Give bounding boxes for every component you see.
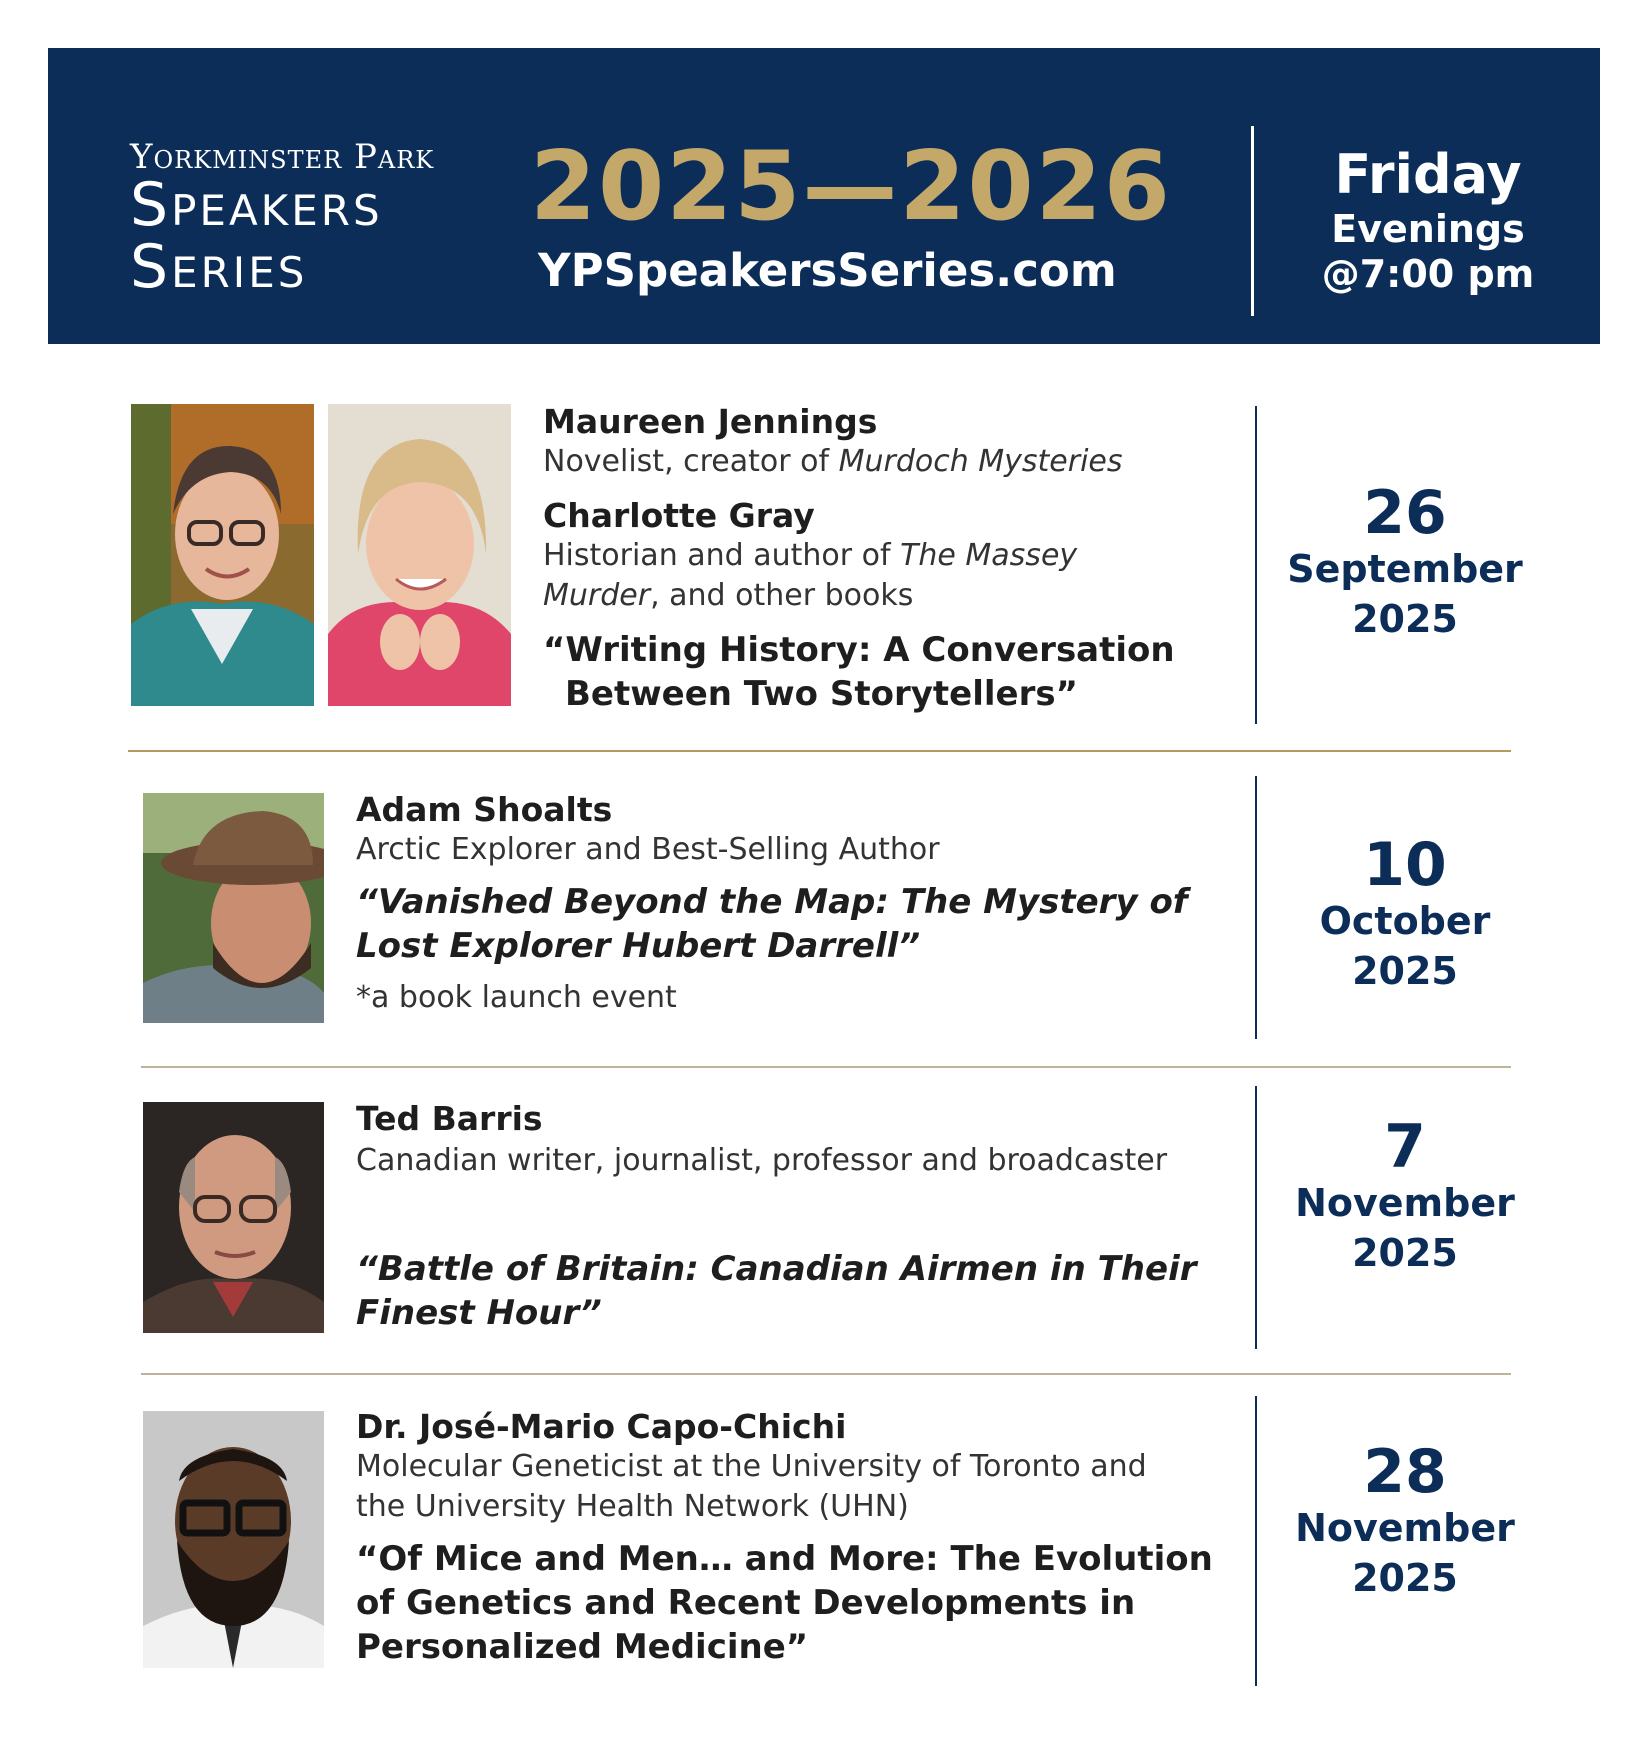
speaker-role xyxy=(356,1447,1216,1527)
speaker-name: Maureen Jennings xyxy=(543,402,878,441)
event-day: 28 xyxy=(1363,1437,1447,1507)
event-separator xyxy=(141,1066,1511,1068)
speaker-role-line: Molecular Geneticist at the University of Toronto and xyxy=(356,1449,1147,1484)
speaker-photo-jose-mario-capo-chichi xyxy=(143,1411,324,1668)
event-1-info xyxy=(543,402,1203,716)
brand-small-text: Yorkminster Park xyxy=(130,137,435,177)
speaker-role-text: , and other books xyxy=(650,578,914,613)
brand-line-1: Speakers xyxy=(130,170,383,240)
speaker-photo-adam-shoalts xyxy=(143,793,324,1023)
talk-title-line: Personalized Medicine” xyxy=(356,1627,809,1667)
event-date xyxy=(1265,478,1545,644)
speaker-name: Ted Barris xyxy=(356,1099,543,1138)
speaker-role-title: The Massey Murder xyxy=(543,538,1078,613)
schedule-day: Friday xyxy=(1334,143,1522,206)
event-year: 2025 xyxy=(1352,1556,1458,1600)
event-month: November xyxy=(1295,1506,1515,1550)
talk-title xyxy=(356,1537,1216,1669)
schedule-info xyxy=(1278,143,1578,296)
date-divider xyxy=(1255,406,1257,724)
event-date xyxy=(1265,1112,1545,1278)
season-years: 2025—2026 xyxy=(530,132,1172,242)
date-divider xyxy=(1255,1396,1257,1686)
speaker-photo-charlotte-gray xyxy=(328,404,511,706)
banner-divider xyxy=(1251,126,1254,316)
event-3-info xyxy=(356,1099,1216,1335)
talk-title-line: “Of Mice and Men… and More: The Evolution xyxy=(356,1539,1213,1579)
event-2-info xyxy=(356,790,1216,1018)
date-divider xyxy=(1255,776,1257,1039)
event-separator xyxy=(128,750,1511,752)
schedule-evenings: Evenings xyxy=(1331,206,1525,251)
talk-title-line: “Battle of Britain: Canadian Airmen in Their xyxy=(356,1249,1197,1289)
speaker-role: Canadian writer, journalist, professor and broadcaster xyxy=(356,1143,1168,1178)
talk-title xyxy=(543,628,1203,716)
event-month: October xyxy=(1319,899,1491,943)
event-date xyxy=(1265,1437,1545,1603)
speaker-role xyxy=(543,442,1203,482)
speaker-photo-maureen-jennings xyxy=(131,404,314,706)
speaker-name: Dr. José-Mario Capo-Chichi xyxy=(356,1407,847,1446)
event-year: 2025 xyxy=(1352,1231,1458,1275)
schedule-time: @7:00 pm xyxy=(1321,251,1535,296)
talk-title-line: Between Two Storytellers” xyxy=(565,674,1078,714)
event-month: November xyxy=(1295,1181,1515,1225)
series-logo xyxy=(130,137,435,302)
speaker-role-line: the University Health Network (UHN) xyxy=(356,1489,909,1524)
date-divider xyxy=(1255,1086,1257,1349)
speaker-photo-ted-barris xyxy=(143,1102,324,1333)
talk-title-line: Lost Explorer Hubert Darrell” xyxy=(356,926,921,966)
talk-title xyxy=(356,880,1216,968)
event-day: 7 xyxy=(1384,1112,1426,1182)
header-banner xyxy=(48,48,1600,344)
website-url[interactable]: YPSpeakersSeries.com xyxy=(538,244,1117,297)
speaker-role-text: Novelist, creator of xyxy=(543,444,839,479)
event-day: 26 xyxy=(1363,478,1447,548)
event-day: 10 xyxy=(1363,830,1447,900)
speaker-name: Adam Shoalts xyxy=(356,790,613,829)
event-separator xyxy=(141,1373,1511,1375)
event-year: 2025 xyxy=(1352,597,1458,641)
talk-title-line: of Genetics and Recent Developments in xyxy=(356,1583,1136,1623)
event-year: 2025 xyxy=(1352,949,1458,993)
talk-title-line: “Vanished Beyond the Map: The Mystery of xyxy=(356,882,1188,922)
brand-line-2: Series xyxy=(130,232,308,302)
talk-title-line: “Writing History: A Conversation xyxy=(543,630,1175,670)
speaker-role-text: Historian and author of xyxy=(543,538,901,573)
talk-title xyxy=(356,1247,1216,1335)
speaker-role: Arctic Explorer and Best-Selling Author xyxy=(356,832,940,867)
event-date xyxy=(1265,830,1545,996)
event-note: *a book launch event xyxy=(356,980,677,1015)
speaker-name: Charlotte Gray xyxy=(543,496,815,535)
speaker-role xyxy=(543,536,1203,616)
event-4-info xyxy=(356,1407,1216,1669)
speaker-role-title: Murdoch Mysteries xyxy=(838,444,1123,479)
event-month: September xyxy=(1287,547,1523,591)
talk-title-line: Finest Hour” xyxy=(356,1293,602,1333)
